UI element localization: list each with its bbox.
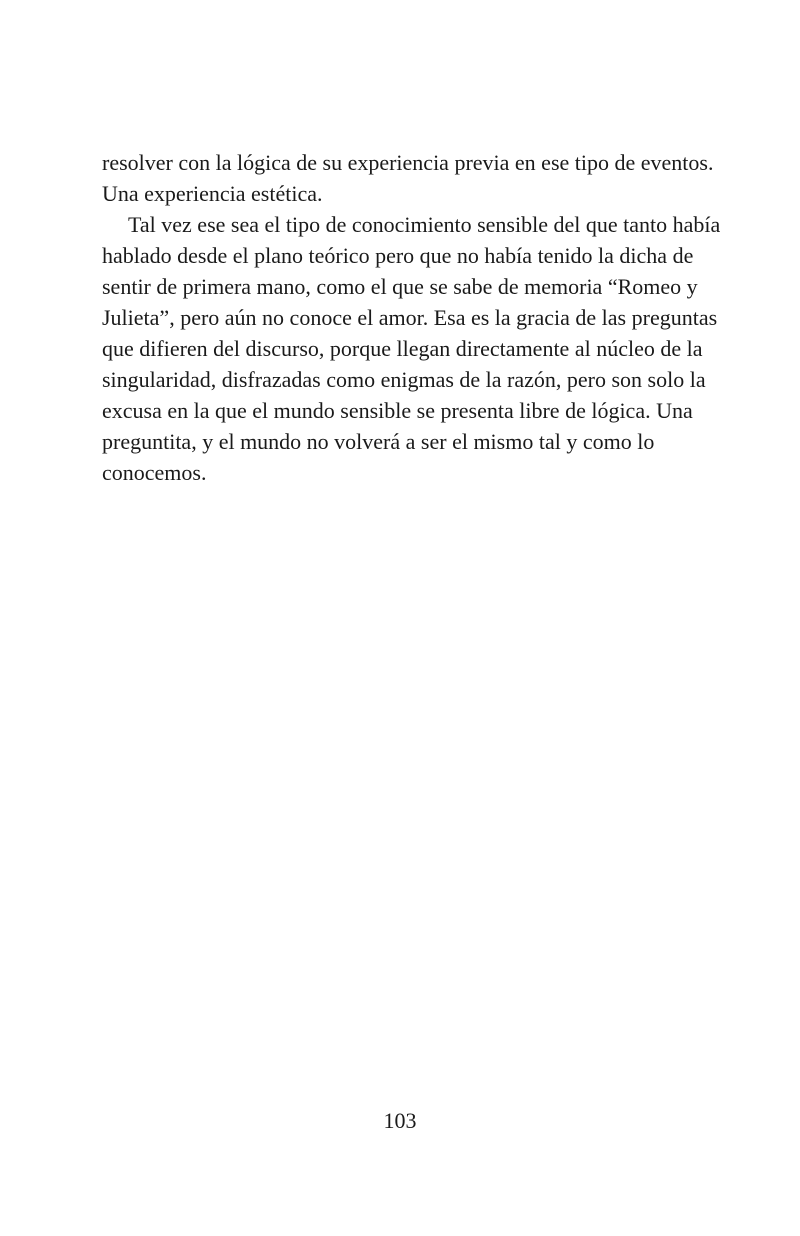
text-line: excusa en la que el mundo sensible se presenta libre de lógica. Una [102, 398, 693, 423]
page-number: 103 [383, 1108, 417, 1133]
text-line: Una experiencia estética. [102, 181, 323, 206]
text-line: sentir de primera mano, como el que se sabe de memoria “Romeo y [102, 274, 698, 299]
body-text [102, 147, 721, 488]
text-line: resolver con la lógica de su experiencia previa en ese tipo de eventos. [102, 150, 714, 175]
text-line: que difieren del discurso, porque llegan directamente al núcleo de la [102, 336, 703, 361]
text-line: hablado desde el plano teórico pero que no había tenido la dicha de [102, 243, 694, 268]
text-line: singularidad, disfrazadas como enigmas de la razón, pero son solo la [102, 367, 706, 392]
paragraph-first-line: Tal vez ese sea el tipo de conocimiento sensible del que tanto había [128, 212, 721, 237]
text-line: Julieta”, pero aún no conoce el amor. Esa es la gracia de las preguntas [102, 305, 718, 330]
text-line: conocemos. [102, 460, 207, 485]
text-line: preguntita, y el mundo no volverá a ser el mismo tal y como lo [102, 429, 655, 454]
